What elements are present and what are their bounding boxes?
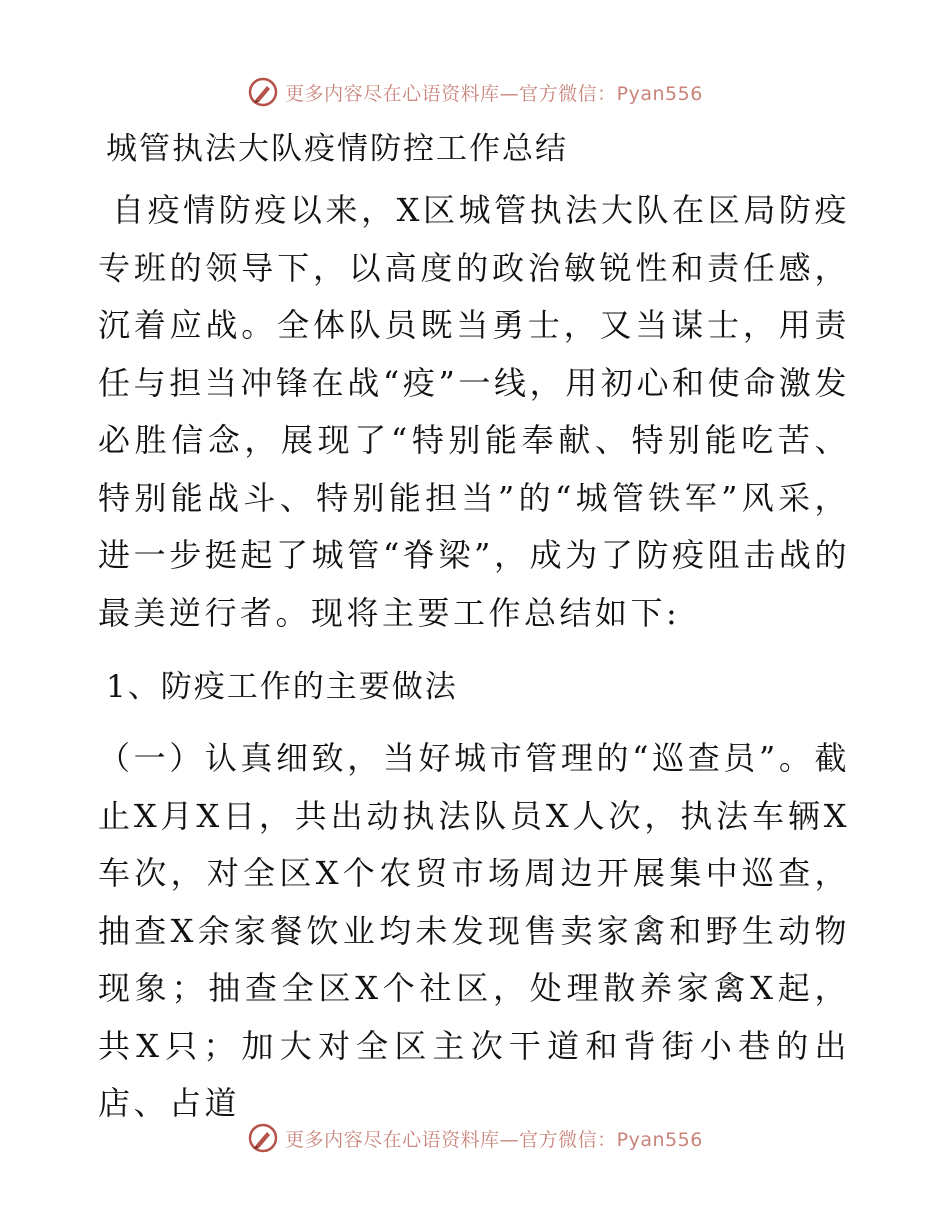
pen-logo-icon <box>247 76 279 108</box>
watermark-text: 更多内容尽在心语资料库—官方微信：Pyan556 <box>285 82 703 105</box>
subsection-paragraph: （一）认真细致，当好城市管理的“巡查员”。截止X月X日，共出动执法队员X人次，执法车辆X车次，对全区X个农贸市场周边开展集中巡查，抽查X余家餐饮业均未发现售卖家禽和野生动物现象；抽查全区X个社区，处理散养家禽X起，共X只；加大对全区主次干道和背街小巷的出店、占道 <box>98 739 850 1122</box>
watermark-header <box>0 72 950 112</box>
watermark-text: 更多内容尽在心语资料库—官方微信：Pyan556 <box>285 1128 703 1151</box>
section-heading: 1、防疫工作的主要做法 <box>106 669 458 705</box>
document-title: 城管执法大队疫情防控工作总结 <box>106 131 568 167</box>
watermark-footer <box>0 1118 950 1158</box>
pen-logo-icon <box>247 1122 279 1154</box>
document-body <box>98 120 850 1149</box>
intro-paragraph: 自疫情防疫以来，X区城管执法大队在区局防疫专班的领导下，以高度的政治敏锐性和责任感，沉着应战。全体队员既当勇士，又当谋士，用责任与担当冲锋在战“疫”一线，用初心和使命激发必胜信念，展现了“特别能奉献、特别能吃苦、特别能战斗、特别能担当”的“城管铁军”风采，进一步挺起了城管“脊梁”，成为了防疫阻击战的最美逆行者。现将主要工作总结如下: <box>98 191 850 632</box>
